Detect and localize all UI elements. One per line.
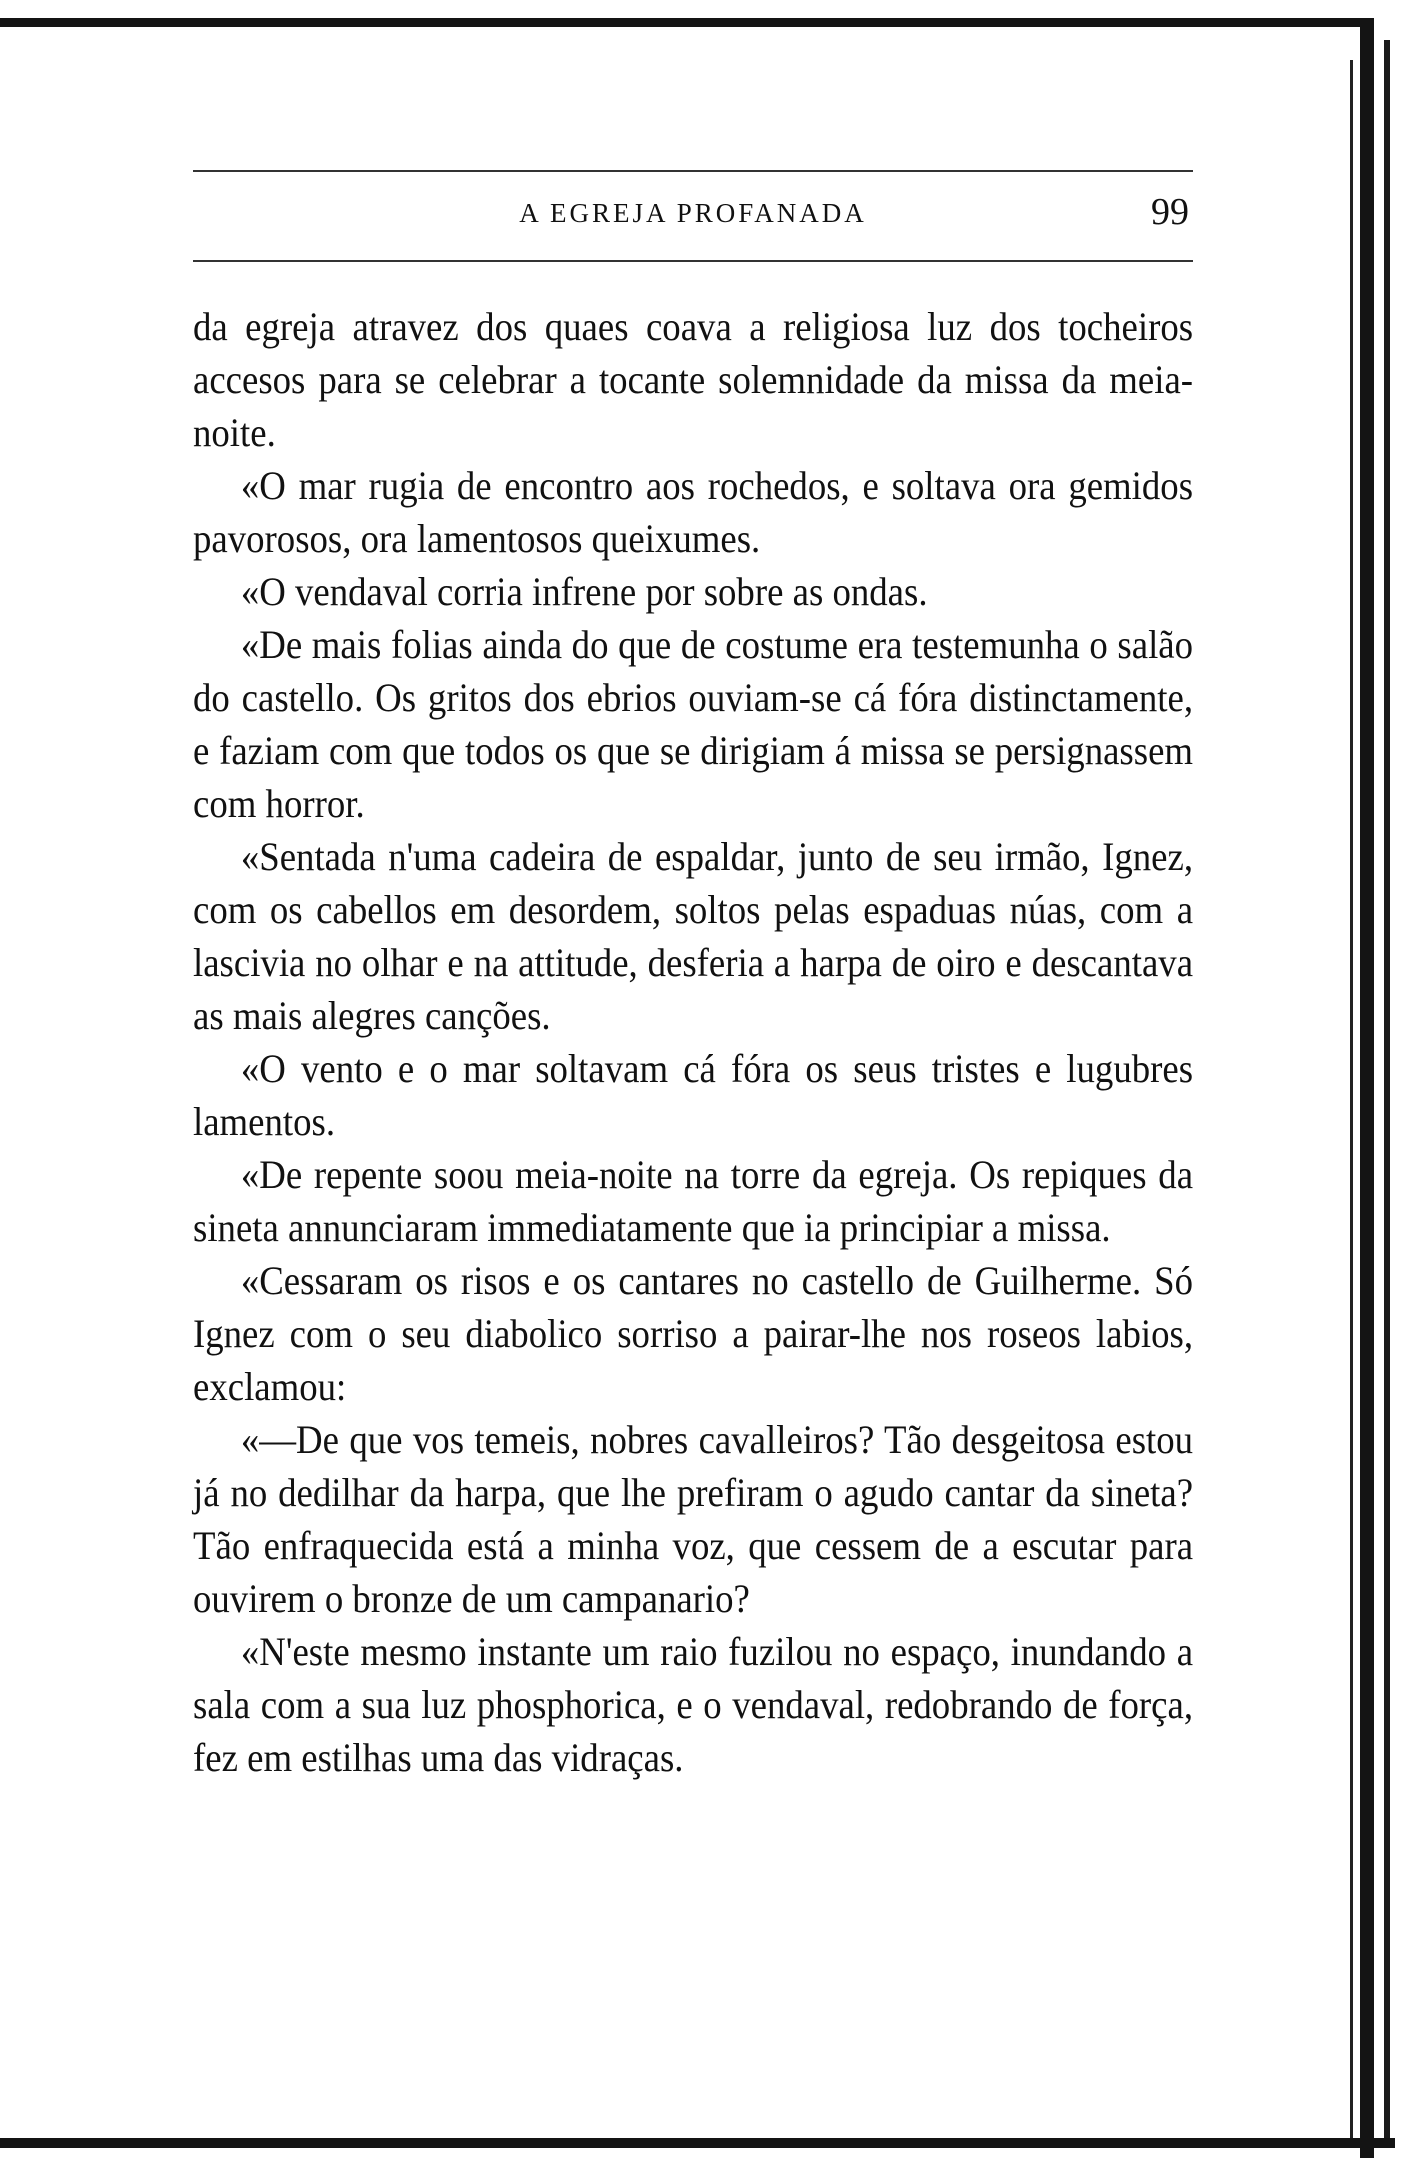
page-number: 99 [1151, 191, 1189, 233]
running-head [193, 170, 1193, 262]
paragraph: «—De que vos temeis, nobres cavalleiros? Tão desgeitosa estou já no dedilhar da harpa, que lhe prefiram o agudo cantar da sineta? Tão enfraquecida está a minha voz, que cessem de a escutar para ouvirem o bronze de um campanario? [193, 1417, 1194, 1621]
paragraph: «De repente soou meia-noite na torre da egreja. Os repiques da sineta annunciaram immediatamente que ia principiar a missa. [193, 1152, 1194, 1250]
scan-border-bottom [0, 2138, 1395, 2148]
body-text [193, 300, 1193, 1784]
paragraph: «Cessaram os risos e os cantares no castello de Guilherme. Só Ignez com o seu diabolico sorriso a pairar-lhe nos roseos labios, exclamou: [193, 1258, 1194, 1409]
scan-border-right-outer [1384, 40, 1390, 2140]
scan-border-right [1360, 18, 1374, 2158]
paragraph: da egreja atravez dos quaes coava a religiosa luz dos tocheiros accesos para se celebrar a tocante solemnidade da missa da meia-noite. [193, 304, 1194, 455]
running-title: A EGREJA PROFANADA [519, 198, 867, 228]
paragraph: «Sentada n'uma cadeira de espaldar, junto de seu irmão, Ignez, com os cabellos em desordem, soltos pelas espaduas núas, com a lascivia no olhar e na attitude, desferia a harpa de oiro e descantava as mais alegres canções. [193, 834, 1194, 1038]
scan-border-right-inner [1350, 60, 1353, 2140]
paragraph: «O mar rugia de encontro aos rochedos, e soltava ora gemidos pavorosos, ora lamentosos queixumes. [193, 463, 1194, 561]
scan-border-top [0, 18, 1372, 27]
paragraph: «De mais folias ainda do que de costume era testemunha o salão do castello. Os gritos dos ebrios ouviam-se cá fóra distinctamente, e faziam com que todos os que se dirigiam á missa se persignassem com horror. [193, 622, 1194, 826]
paragraph: «O vendaval corria infrene por sobre as ondas. [240, 569, 928, 614]
paragraph: «O vento e o mar soltavam cá fóra os seus tristes e lugubres lamentos. [193, 1046, 1194, 1144]
paragraph: «N'este mesmo instante um raio fuzilou no espaço, inundando a sala com a sua luz phosphorica, e o vendaval, redobrando de força, fez em estilhas uma das vidraças. [193, 1629, 1194, 1780]
